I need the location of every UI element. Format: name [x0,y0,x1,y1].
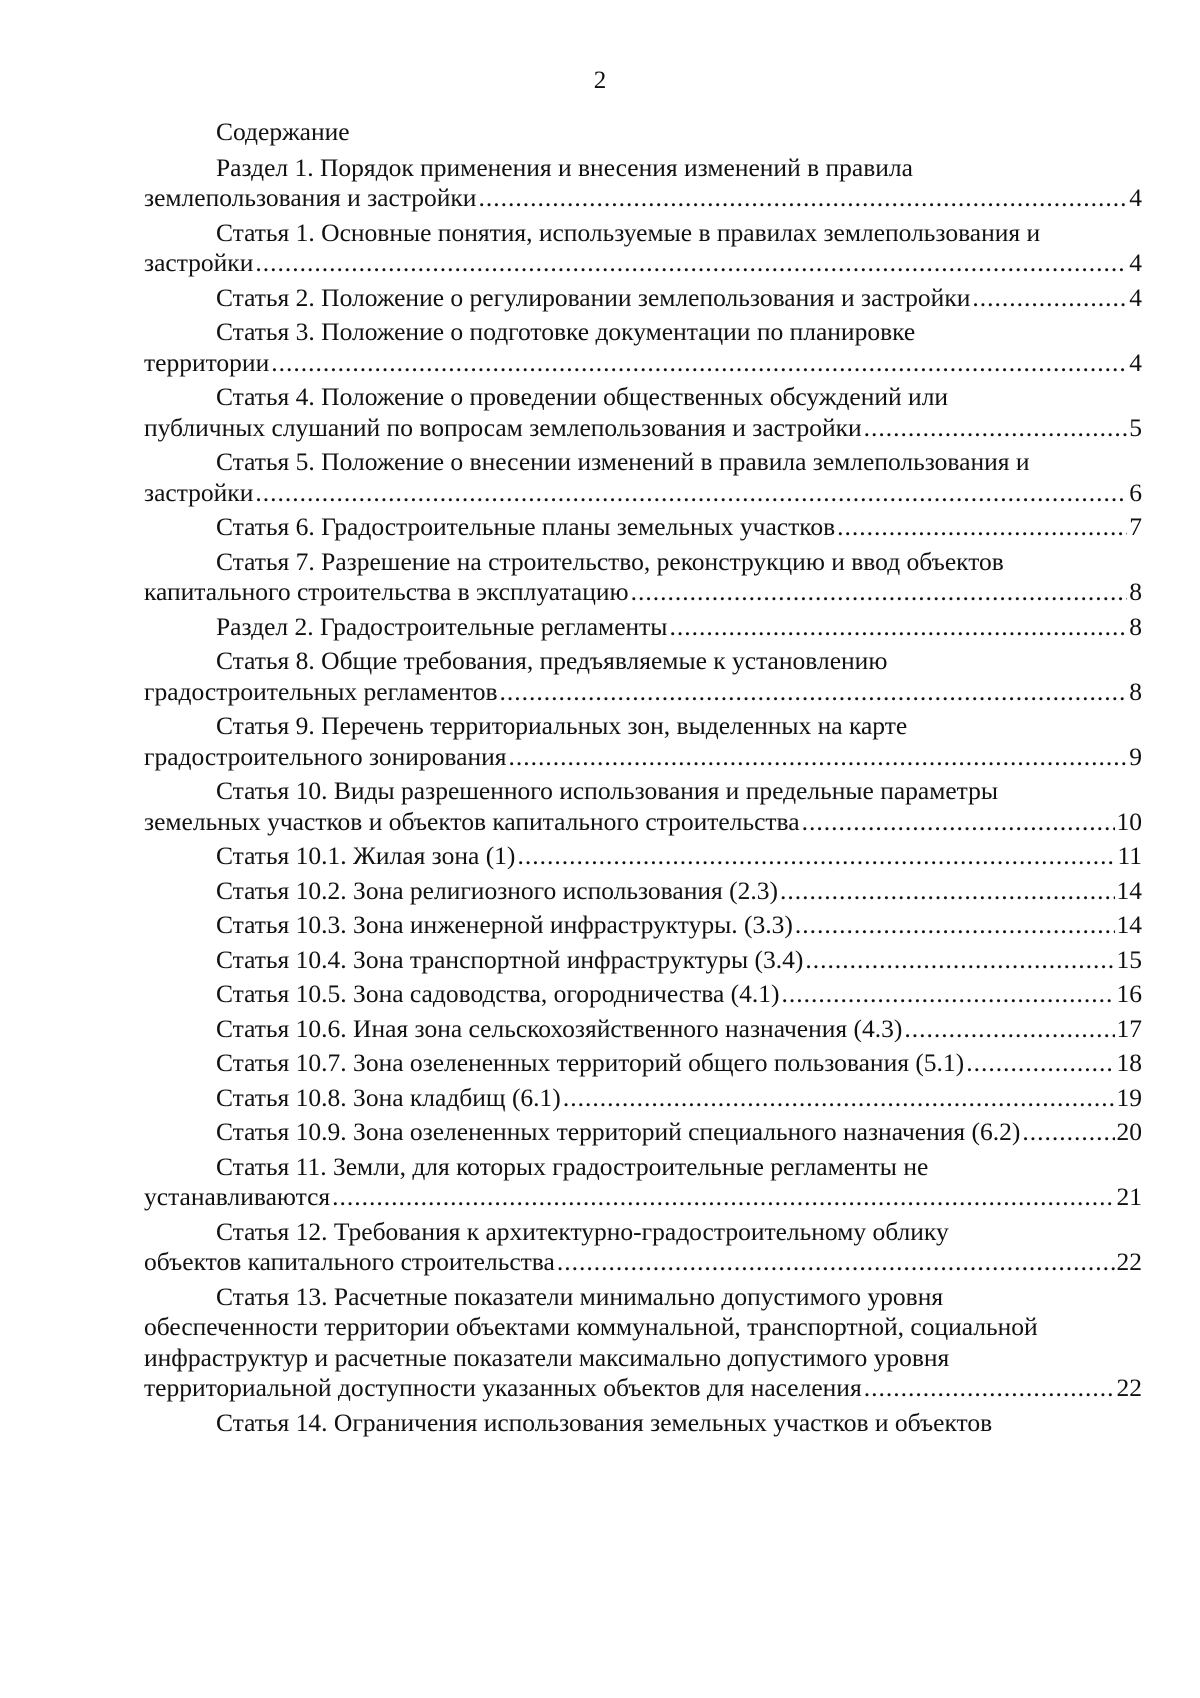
toc-entry [144,1117,1142,1148]
toc-entry [144,910,1142,941]
dot-leader [500,677,1128,708]
dot-leader [966,1048,1114,1079]
toc-page-number: 21 [1116,1182,1142,1211]
toc-entry [144,841,1142,872]
toc-entry-text: градостроительных регламентов [144,676,498,706]
dot-leader [795,910,1115,941]
toc-page-number: 14 [1116,875,1142,905]
toc-title: Содержание [216,117,350,146]
toc-entry-text: Статья 2. Положение о регулировании землепользования и застройки [216,282,971,312]
dot-leader [271,348,1127,379]
toc-entry-text: застройки [144,248,254,277]
toc-entry-text: Статья 10.8. Зона кладбищ (6.1) [216,1082,561,1112]
toc-entry-text: Статья 13. Расчетные показатели минимально допустимого уровня [216,1281,944,1311]
toc-page-number: 17 [1116,1013,1142,1043]
toc-entry-text: застройки [144,477,254,507]
toc-entry-text: Статья 10.4. Зона транспортной инфраструктуры (3.4) [216,944,804,974]
toc-entry-text: капитального строительства в эксплуатацию [144,577,629,606]
dot-leader [972,283,1127,314]
toc-page-number: 15 [1116,944,1142,974]
toc-entry [144,547,1142,608]
toc-entry-last-line [144,1247,1142,1278]
toc-entry-text: Статья 8. Общие требования, предъявляемые к установлению [216,646,888,675]
toc-entry [144,283,1142,314]
toc-entry-text: Статья 10.5. Зона садоводства, огородничества (4.1) [216,979,780,1008]
toc-entry-text: объектов капитального строительства [144,1247,555,1276]
toc-entry [144,153,1142,214]
toc-page-number: 18 [1116,1048,1142,1077]
toc-entry-last-line [144,841,1142,872]
toc-page-number: 7 [1129,512,1142,541]
toc-page-number: 22 [1116,1373,1142,1402]
toc-entry-last-line [144,1014,1142,1045]
toc-entry-text: Статья 4. Положение о проведении общественных обсуждений или [216,382,949,411]
toc-entry-last-line [144,677,1142,708]
toc-entry-last-line [144,1373,1142,1404]
toc-entry [144,945,1142,976]
toc-entry [144,1408,1142,1439]
toc-entry-text: землепользования и застройки [144,183,477,212]
toc-page-number: 10 [1116,806,1142,836]
dot-leader [782,979,1115,1010]
toc-entry-last-line [144,945,1142,976]
toc-entry-text: Статья 10.3. Зона инженерной инфраструктуры. (3.3) [216,910,793,939]
toc-entry-last-line [144,283,1142,314]
toc-entry-text: территории [144,347,270,377]
toc-entry-last-line [144,248,1142,279]
toc-entry [144,447,1142,508]
toc-entry-last-line [144,979,1142,1010]
toc-entry-last-line [144,876,1142,907]
toc-entry-last-line [144,478,1142,509]
toc-entry-text: градостроительного зонирования [144,741,507,771]
dot-leader [557,1247,1115,1278]
toc-entry-text: Статья 11. Земли, для которых градостроительные регламенты не [216,1151,929,1181]
toc-page-number: 4 [1129,248,1142,277]
toc-entry [144,776,1142,837]
toc-entry-last-line [144,1117,1142,1148]
toc-entry-last-line [144,348,1142,379]
toc-page-number: 6 [1129,477,1142,507]
toc-entry-text: Статья 10.1. Жилая зона (1) [216,841,516,870]
toc-entry [144,382,1142,443]
toc-entry [144,612,1142,643]
dot-leader [805,945,1114,976]
toc-entry [144,1014,1142,1045]
toc-entry [144,218,1142,279]
toc-page-number: 9 [1129,741,1142,771]
dot-leader [478,183,1127,214]
dot-leader [802,807,1115,838]
toc-entry [144,317,1142,378]
toc-entry-last-line [144,1182,1142,1213]
toc-entry-last-line [144,512,1142,543]
toc-entry-text: Статья 10.9. Зона озелененных территорий специального назначения (6.2) [216,1117,1021,1146]
toc-page-number: 4 [1129,183,1142,212]
toc-page-number: 19 [1116,1082,1142,1112]
toc-entry-text: Раздел 2. Градостроительные регламенты [216,611,668,641]
dot-leader [1022,1117,1114,1148]
toc-entry [144,1282,1142,1404]
toc-page-number: 20 [1116,1117,1142,1146]
toc-entry [144,646,1142,707]
toc-entry [144,711,1142,772]
toc-entry-text: Статья 14. Ограничения использования земельных участков и объектов [216,1407,993,1437]
toc-entry-last-line [144,1083,1142,1114]
toc-entry-text: Статья 12. Требования к архитектурно-градостроительному облику [216,1216,949,1246]
toc-page-number: 14 [1116,910,1142,939]
page-number: 2 [593,67,607,94]
toc-entry-text: Статья 10. Виды разрешенного использования и предельные параметры [216,776,999,805]
toc-entry [144,876,1142,907]
toc-entry [144,1152,1142,1213]
dot-leader [837,512,1127,543]
toc-page-number: 22 [1116,1247,1142,1276]
toc-entry [144,979,1142,1010]
table-of-contents [144,117,1142,1442]
toc-entry-text: инфраструктур и расчетные показатели максимально допустимого уровня [144,1342,950,1372]
toc-page-number: 11 [1117,841,1142,870]
dot-leader [508,742,1127,773]
dot-leader [517,841,1115,872]
toc-page-number: 5 [1129,412,1142,442]
dot-leader [255,248,1127,279]
toc-page-number: 8 [1129,577,1142,606]
toc-entry-text: земельных участков и объектов капитального строительства [144,806,800,836]
dot-leader [631,577,1128,608]
toc-entry-text: Статья 6. Градостроительные планы земельных участков [216,512,836,541]
toc-page-number: 4 [1129,347,1142,377]
toc-entry-text: публичных слушаний по вопросам землепользования и застройки [144,412,862,442]
dot-leader [904,1014,1114,1045]
toc-entry-last-line [144,910,1142,941]
toc-entry-text: устанавливаются [144,1182,331,1211]
toc-entry-last-line [144,1048,1142,1079]
dot-leader [563,1083,1115,1114]
toc-entry-last-line [144,807,1142,838]
dot-leader [864,413,1128,444]
toc-page-number: 8 [1129,676,1142,706]
dot-leader [780,876,1115,907]
toc-entry-text: Статья 7. Разрешение на строительство, реконструкцию и ввод объектов [216,546,1004,576]
toc-entry [144,1083,1142,1114]
toc-entry-text: Статья 3. Положение о подготовке документации по планировке [216,317,916,346]
dot-leader [332,1182,1114,1213]
toc-entry [144,512,1142,543]
toc-page-number: 8 [1129,611,1142,641]
toc-page-number: 16 [1116,979,1142,1008]
toc-entry [144,1048,1142,1079]
toc-entry-text: Статья 10.6. Иная зона сельскохозяйственного назначения (4.3) [216,1013,903,1043]
toc-entry-text: Статья 10.2. Зона религиозного использования (2.3) [216,875,778,905]
toc-entry-text: Статья 9. Перечень территориальных зон, выделенных на карте [216,711,908,740]
toc-entry-text: территориальной доступности указанных объектов для населения [144,1373,862,1402]
dot-leader [669,612,1127,643]
toc-entry-text: Статья 5. Положение о внесении изменений в правила землепользования и [216,447,1030,476]
toc-page-number: 4 [1129,282,1142,312]
toc-entry-text: обеспеченности территории объектами коммунальной, транспортной, социальной [144,1312,1038,1341]
toc-entry-last-line [144,413,1142,444]
toc-entry [144,1217,1142,1278]
toc-entry-last-line [144,742,1142,773]
toc-entry-last-line [144,183,1142,214]
dot-leader [864,1373,1115,1404]
toc-entry-last-line [144,612,1142,643]
toc-entry-text: Раздел 1. Порядок применения и внесения изменений в правила [216,152,913,182]
toc-entry-last-line [144,577,1142,608]
dot-leader [255,478,1127,509]
toc-entry-text: Статья 1. Основные понятия, используемые в правилах землепользования и [216,217,1041,247]
toc-entry-text: Статья 10.7. Зона озелененных территорий общего пользования (5.1) [216,1048,965,1077]
